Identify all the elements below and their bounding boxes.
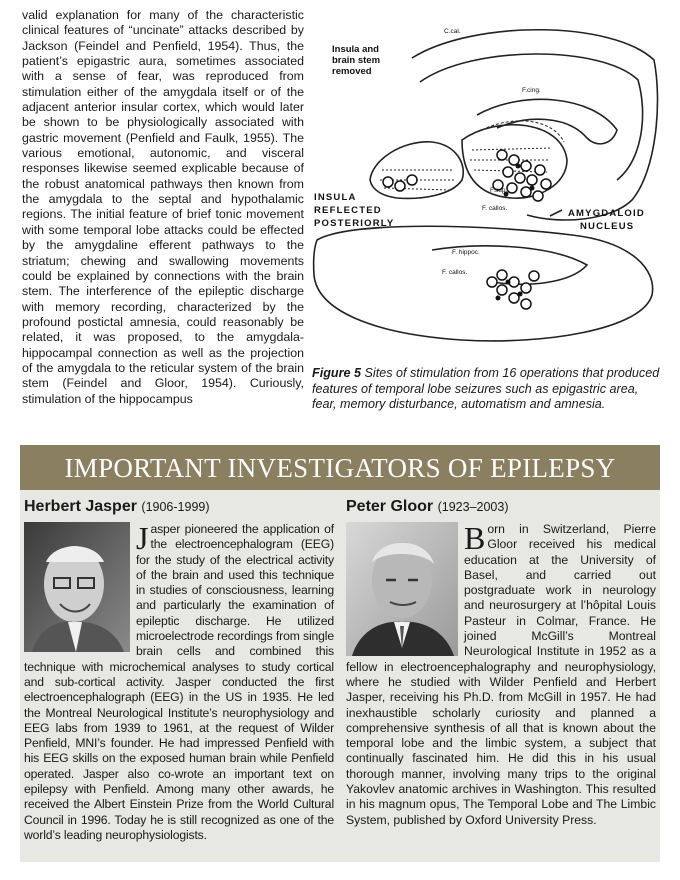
label-f-callos: F. callos. xyxy=(482,205,508,212)
label-c-cal: C.cal. xyxy=(444,28,461,35)
gloor-column xyxy=(346,497,656,828)
article-body-text: valid explanation for many of the characteristic clinical features of “uncinate” attacks described by Jackson (Feindel and Penfield, 1954). Thus, the patient’s epigastric aura, sometimes associated with a sense of fear, was reproduced from stimulation either of the amygdala itself or of the adjacent anterior insular cortex, which would later be shown to be physiologically associated with gastric movement (Penfield and Faulk, 1955). The various emotional, autonomic, and visceral responses likewise seemed explicable because of the robust anatomical pathways then known from the amygdala to the septal and hypothalamic regions. The initial feature of brief tonic movement with some temporal lobe attacks could be effected by the amygdaline efferent pathways to the striatum; chewing and swallowing movements could be explained by connections with the brain stem. The interference of the epileptic discharge with memory recording, characterized by the profound postictal amnesia, could reasonably be related, it was proposed, to the amygdala-hippocampal connection as well as the projection of the amygdala to the reticular system of the brain stem (Feindel and Gloor, 1954). Curiously, stimulation of the hippocampus xyxy=(22,8,304,406)
figure-caption-text: Sites of stimulation from 16 operations that produced features of temporal lobe seizures such as epigastric area, fear, memory disturbance, automatism and amnesia. xyxy=(312,366,660,412)
gloor-bio: orn in Switzerland, Pierre Gloor received his medical education at the University of Basel, and carried out postgraduate work in neurology and neurosurgery at l’hôpital Louis Pasteur in Colmar, France. He joined McGill’s Montreal Neurological Institute in 1952 as a fellow in electroencephalography and neurophysiology, where he studied with Wilder Penfield and Herbert Jasper, receiving his Ph.D. from McGill in 1957. He had inexhaustible scholarly curiosity and planned a comprehensive synthesis of all that is known about the temporal lobe and the limbic system, a subject that continually fascinated him. He did this in his usual thorough manner, involving many trips to the original Yakovlev anatomic archives in Washington. This resulted in his magnum opus, The Temporal Lobe and The Limbic System, published by Oxford University Press. xyxy=(346,522,656,827)
label-f-sup: F.sup. xyxy=(490,187,508,194)
jasper-column xyxy=(24,497,334,843)
figure-caption xyxy=(312,366,662,413)
figure-caption-label: Figure 5 xyxy=(312,366,361,380)
gloor-photo xyxy=(346,522,458,656)
section-banner-title: IMPORTANT INVESTIGATORS OF EPILEPSY xyxy=(20,445,660,490)
jasper-photo xyxy=(24,522,130,652)
jasper-heading xyxy=(24,497,334,517)
jasper-name: Herbert Jasper xyxy=(24,498,137,515)
gloor-name: Peter Gloor xyxy=(346,498,434,515)
label-insula-removed: Insula and brain stem removed xyxy=(332,44,381,77)
label-insula-reflected: INSULA REFLECTED POSTERIORLY xyxy=(314,192,395,229)
label-f-callos-lower: F. callos. xyxy=(442,269,468,276)
label-amygdaloid-nucleus: AMYGDALOID NUCLEUS xyxy=(568,208,645,232)
jasper-dropcap: J xyxy=(136,520,149,556)
jasper-dates: (1906-1999) xyxy=(141,500,210,514)
brain-diagram-figure xyxy=(312,20,662,360)
gloor-heading xyxy=(346,497,656,517)
label-f-hippoc: F. hippoc. xyxy=(452,249,480,256)
jasper-bio: asper pioneered the application of the electroencephalogram (EEG) for the study of the electrical activity of the brain and used this technique in studies of consciousness, learning and particularly the examination of epileptic discharge. He utilized microelectrode recordings from single brain cells and combined this technique with microchemical analyses to study cortical and sub-cortical activity. Jasper conducted the first electroencephalograph (EEG) in the US in 1935. He led the Montreal Neurological Institute’s neurophysiology and EEG labs from 1939 to 1961, at the request of Wilder Penfield, MNI’s founder. He had impressed Penfield with his EEG skills on the exposed human brain while Penfield operated. Jasper also co-wrote an important text on epilepsy with Penfield. Among many other awards, he received the Albert Einstein Prize from the World Cultural Council in 1996. Today he is still recognized as one of the world’s leading neurophysiologists. xyxy=(24,522,334,842)
gloor-dropcap: B xyxy=(464,520,486,556)
label-f-cing: F.cing. xyxy=(522,87,541,94)
gloor-dates: (1923–2003) xyxy=(437,500,509,514)
